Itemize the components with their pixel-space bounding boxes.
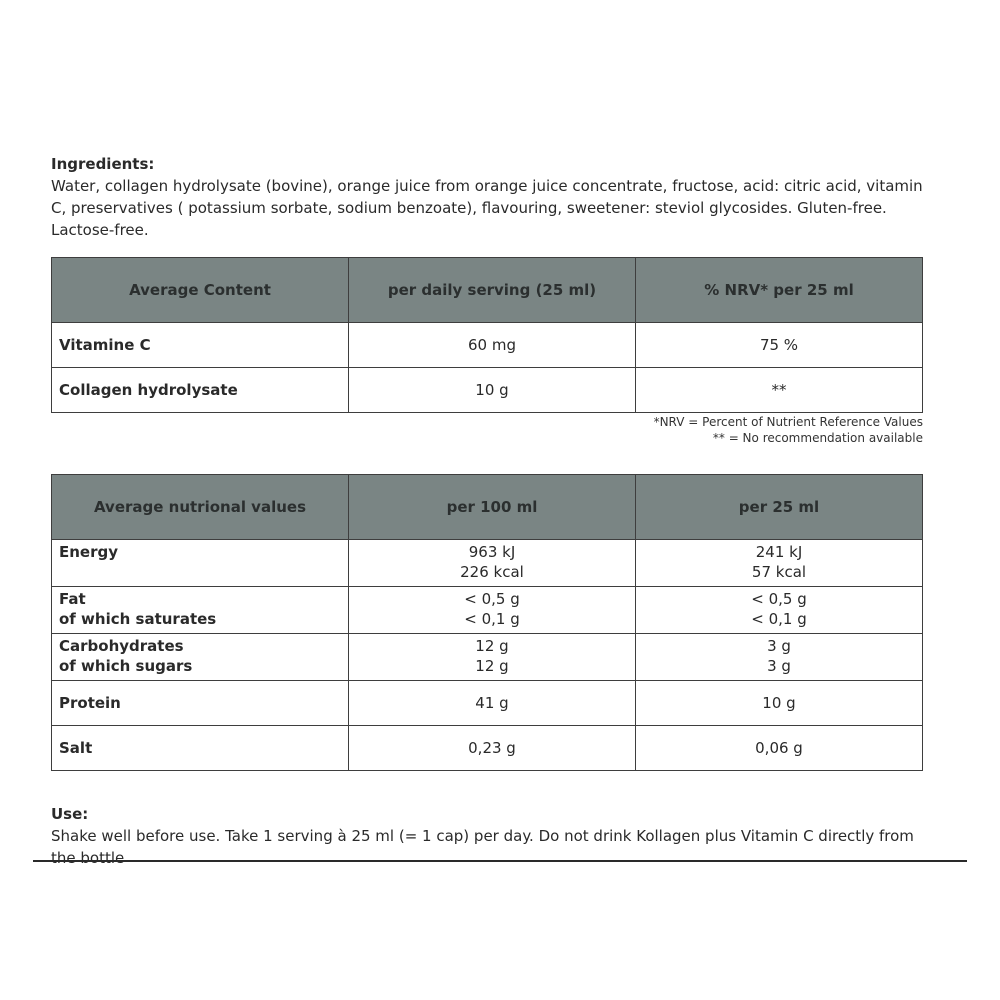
row-label	[52, 634, 349, 681]
serving-value: 10 g	[349, 368, 636, 413]
footnotes	[500, 414, 923, 446]
table-row	[52, 540, 923, 587]
per25-value: < 0,1 g	[751, 610, 807, 628]
per25-value: 57 kcal	[751, 563, 807, 581]
label-sugars: of which sugars	[59, 657, 193, 675]
label-saturates: of which saturates	[59, 610, 217, 628]
per25-value: 241 kJ	[755, 543, 803, 561]
per25-value: < 0,5 g	[751, 590, 807, 608]
use-heading: Use:	[51, 805, 89, 823]
header-average-content: Average Content	[52, 258, 349, 323]
header-average-nutritional-values: Average nutrional values	[52, 475, 349, 540]
per25-value: 3 g	[767, 657, 791, 675]
header-nrv: % NRV* per 25 ml	[636, 258, 923, 323]
per100-value: 963 kJ	[468, 543, 516, 561]
per25-value: 10 g	[636, 681, 923, 726]
per100-value: 12 g	[475, 657, 509, 675]
table-row	[52, 681, 923, 726]
ingredients-section	[51, 154, 926, 241]
per100-value: 0,23 g	[349, 726, 636, 771]
nrv-value: 75 %	[636, 323, 923, 368]
label-energy: Energy	[59, 543, 119, 561]
header-per-25ml: per 25 ml	[636, 475, 923, 540]
average-content-table	[51, 257, 923, 413]
table-header-row	[52, 258, 923, 323]
nutrition-table	[51, 474, 923, 771]
per100-value: 41 g	[349, 681, 636, 726]
table-row	[52, 634, 923, 681]
per25-cell	[636, 587, 923, 634]
row-label: Collagen hydrolysate	[52, 368, 349, 413]
label-fat: Fat	[59, 590, 86, 608]
table-row	[52, 726, 923, 771]
per100-value: < 0,5 g	[464, 590, 520, 608]
table-header-row	[52, 475, 923, 540]
footnote-no-recommendation: ** = No recommendation available	[712, 431, 923, 445]
serving-value: 60 mg	[349, 323, 636, 368]
header-per-100ml: per 100 ml	[349, 475, 636, 540]
per25-cell	[636, 540, 923, 587]
header-per-daily-serving: per daily serving (25 ml)	[349, 258, 636, 323]
label-salt: Salt	[52, 726, 349, 771]
ingredients-text: Water, collagen hydrolysate (bovine), orange juice from orange juice concentrate, fructose, acid: citric acid, vitamin C, preservatives ( potassium sorbate, sodium benzoate), flavouring, sweetener: steviol glycosides. Gluten-free. Lactose-free.	[51, 177, 923, 239]
table-row	[52, 323, 923, 368]
row-label	[52, 540, 349, 587]
footnote-nrv: *NRV = Percent of Nutrient Reference Values	[653, 415, 923, 429]
per100-value: 12 g	[475, 637, 509, 655]
divider-line	[33, 860, 967, 862]
nrv-value: **	[636, 368, 923, 413]
row-label: Vitamine C	[52, 323, 349, 368]
use-section	[51, 804, 926, 867]
use-text: Shake well before use. Take 1 serving à 25 ml (= 1 cap) per day. Do not drink Kollagen plus Vitamin C directly from the bottle	[51, 827, 914, 867]
table-row	[52, 587, 923, 634]
per100-cell	[349, 587, 636, 634]
per100-cell	[349, 634, 636, 681]
label-carbohydrates: Carbohydrates	[59, 637, 184, 655]
row-label	[52, 587, 349, 634]
table-row	[52, 368, 923, 413]
per25-value: 0,06 g	[636, 726, 923, 771]
per25-value: 3 g	[767, 637, 791, 655]
per100-value: < 0,1 g	[464, 610, 520, 628]
label-protein: Protein	[52, 681, 349, 726]
per100-value: 226 kcal	[460, 563, 524, 581]
per100-cell	[349, 540, 636, 587]
per25-cell	[636, 634, 923, 681]
ingredients-heading: Ingredients:	[51, 155, 155, 173]
